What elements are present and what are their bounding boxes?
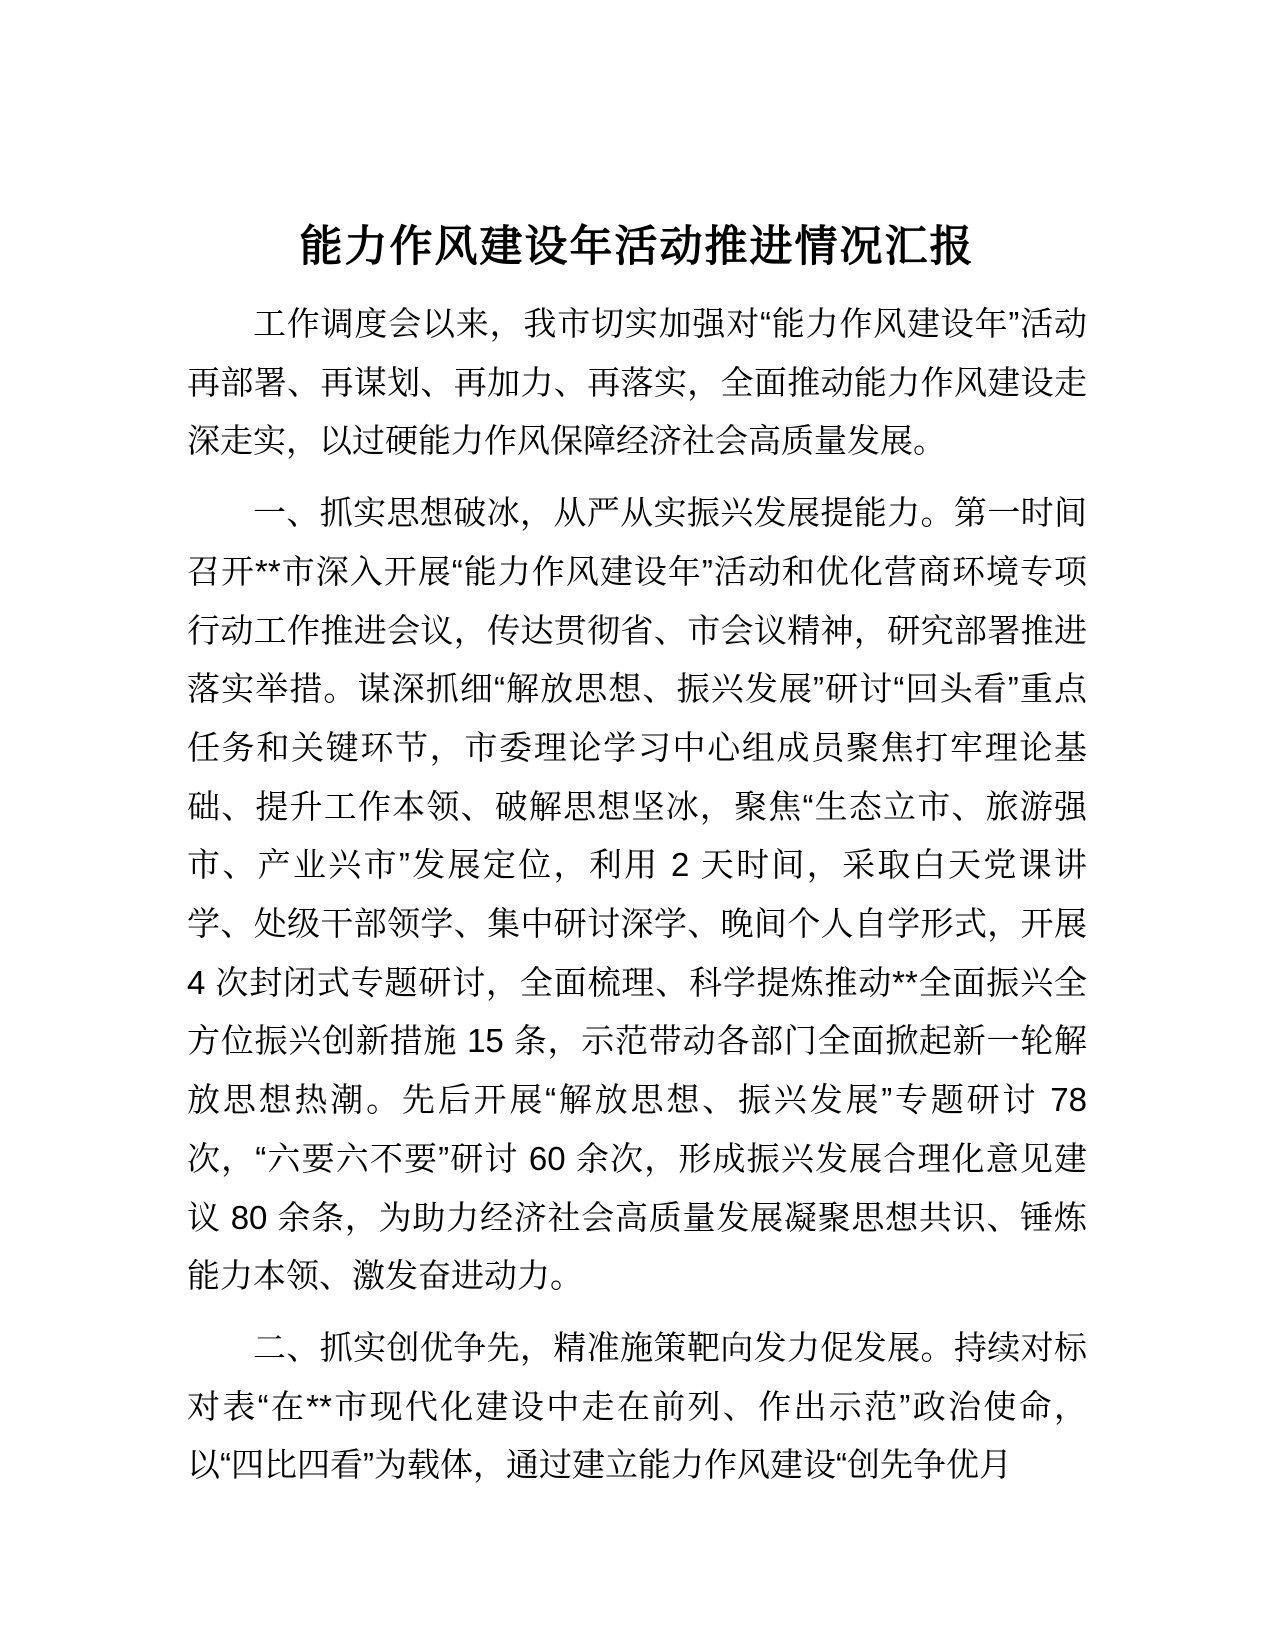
paragraph-section-two: 二、抓实创优争先，精准施策靶向发力促发展。持续对标对表“在**市现代化建设中走在前列、作出示范”政治使命，以“四比四看”为载体，通过建立能力作风建设“创先争优月: [187, 1328, 1087, 1484]
document-title: 能力作风建设年活动推进情况汇报: [299, 223, 975, 271]
paragraph-intro: 工作调度会以来，我市切实加强对“能力作风建设年”活动再部署、再谋划、再加力、再落实，全面推动能力作风建设走深走实，以过硬能力作风保障经济社会高质量发展。: [187, 305, 1087, 460]
paragraph-section-one: 一、抓实思想破冰，从严从实振兴发展提能力。第一时间召开**市深入开展“能力作风建设年”活动和优化营商环境专项行动工作推进会议，传达贯彻省、市会议精神，研究部署推进落实举措。谋深抓细“解放思想、振兴发展”研讨“回头看”重点任务和关键环节，市委理论学习中心组成员聚焦打牢理论基础、提升工作本领、破解思想坚冰，聚焦“生态立市、旅游强市、产业兴市”发展定位，利用 2 天时间，采取白天党课讲学、处级干部领学、集中研讨深学、晚间个人自学形式，开展 4 次封闭式专题研讨，全面梳理、科学提炼推动**全面振兴全方位振兴创新措施 15 条，示范带动各部门全面掀起新一轮解放思想热潮。先后开展“解放思想、振兴发展”专题研讨 78 次，“六要六不要”研讨 60 余次，形成振兴发展合理化意见建议 80 余条，为助力经济社会高质量发展凝聚思想共识、锤炼能力本领、激发奋进动力。: [187, 494, 1087, 1295]
document-content: [187, 215, 1087, 1495]
